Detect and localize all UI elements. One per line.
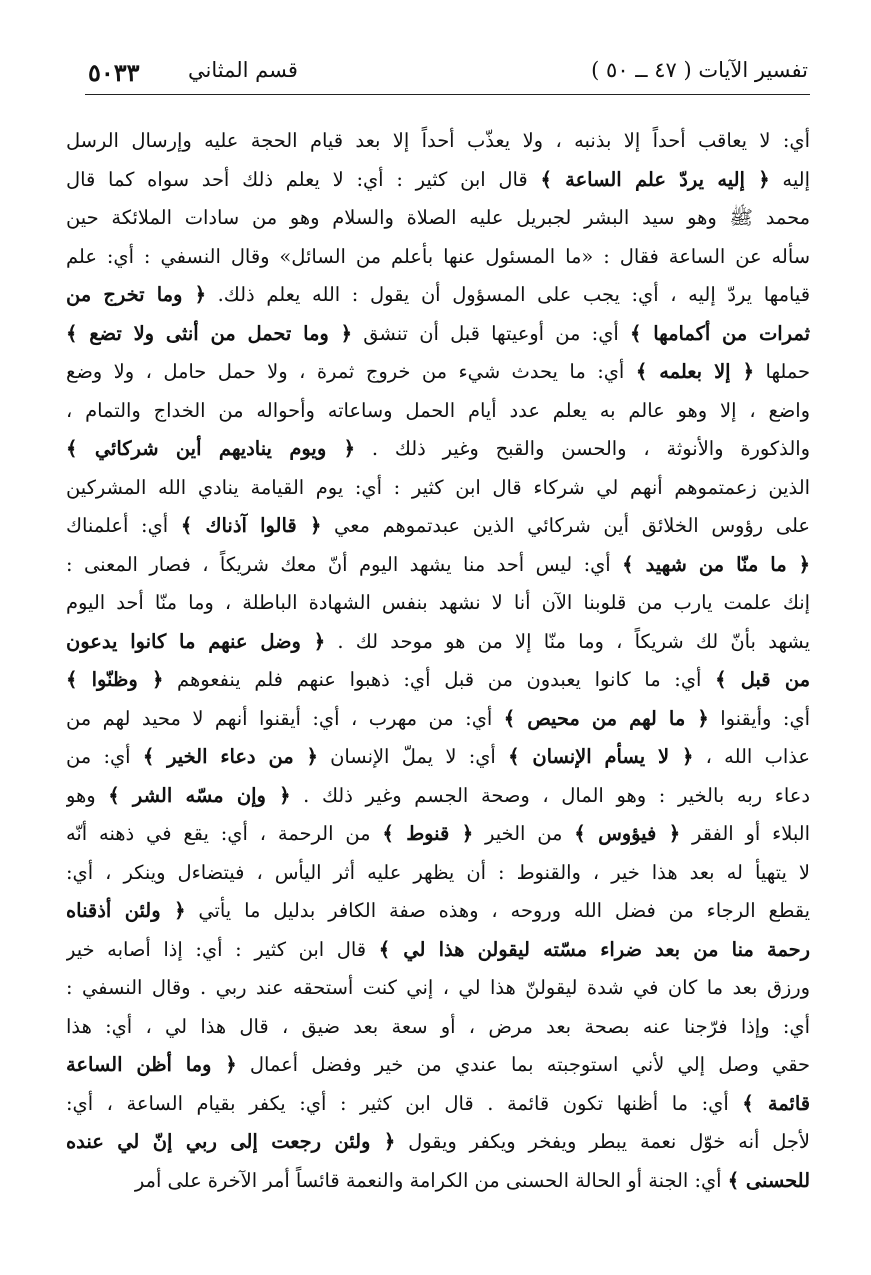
quran-verse: ﴿ ما لهم من محيص ﴾ [503,706,709,730]
text-line [66,1046,810,1085]
commentary-text: وهو [66,783,109,807]
text-line [66,430,810,469]
commentary-text: حقي وصل إلي لأني استوجبته بما عندي من خير وفضل أعمال [236,1053,810,1076]
commentary-text: البلاء أو الفقر [680,822,810,845]
quran-verse: ﴿ وما تحمل من أنثى ولا تضع ﴾ [66,321,352,345]
body-text [66,122,810,1200]
commentary-text: إليه [769,167,810,191]
commentary-text: أي: من [66,745,143,768]
text-line [66,161,810,200]
quran-verse: ﴿ فيؤوس ﴾ [574,822,681,845]
header-rule [85,94,810,95]
commentary-text: على رؤوس الخلائق أين شركائي الذين عبدتموهم معي [321,514,810,537]
text-line [66,661,810,700]
text-line [66,507,810,546]
quran-verse: من قبل ﴾ [715,668,810,691]
commentary-text: لأجل أنه خوّل نعمة يبطر ويفخر ويكفر ويقول [395,1130,810,1153]
quran-verse: للحسنى ﴾ [727,1168,810,1192]
quran-verse: ﴿ ولئن أذقناه [66,899,186,922]
commentary-text: قال ابن كثير : أي: إذا أصابه خير [66,937,379,961]
commentary-text: قيامها يردّ إليه ، أي: يجب على المسؤول أن يقول : الله يعلم ذلك. [206,283,810,306]
commentary-text: أي: ما كانوا يعبدون من قبل أي: ذهبوا عنهم فلم ينفعوهم [163,668,716,691]
quran-verse: ﴿ وما أظن الساعة [66,1053,237,1076]
text-line [66,469,810,508]
text-line [66,854,810,893]
commentary-text: يشهد بأنّ لك شريكاً ، وما منّا إلا من هو موحد لك . [325,629,810,653]
commentary-text: يقطع الرجاء من فضل الله وروحه ، وهذه صفة الكافر بدليل ما يأتي [185,899,810,922]
quran-verse: ﴿ ما منّا من شهيد ﴾ [622,552,810,576]
commentary-text: قال ابن كثير : أي: لا يعلم ذلك أحد سواه كما قال [66,167,541,191]
quran-verse: ﴿ وظنّوا ﴾ [66,668,164,691]
quran-verse: ﴿ وإن مسّه الشر ﴾ [108,783,291,807]
commentary-text: أي: الجنة أو الحالة الحسنى من الكرامة والنعمة قائساً أمر الآخرة على أمر [134,1168,728,1192]
commentary-text: أي: ما يحدث شيء من خروج ثمرة ، ولا حمل حامل ، ولا وضع [66,360,636,383]
commentary-text: أي: ليس أحد منا يشهد اليوم أنّ معك شريكاً ، فصار المعنى : [66,552,623,576]
quran-verse: رحمة منا من بعد ضراء مسّته ليقولن هذا لي ﴾ [378,937,810,961]
commentary-text: والذكورة والأنوثة ، والحسن والقبح وغير ذلك . [355,437,810,460]
text-line [66,1008,810,1047]
text-line [66,1162,810,1201]
text-line [66,276,810,315]
text-line [66,700,810,739]
text-line [66,238,810,277]
page-number: ٥٠٣٣ [88,58,140,87]
text-line [66,815,810,854]
text-line [66,315,810,354]
quran-verse: ﴿ من دعاء الخير ﴾ [142,745,318,768]
quran-verse: قائمة ﴾ [742,1091,810,1115]
commentary-text: سأله عن الساعة فقال : «ما المسئول عنها بأعلم من السائل» وقال النسفي : أي: علم [66,244,810,268]
chapter-title: تفسير الآيات ( ٤٧ ــ ٥٠ ) [591,58,808,82]
commentary-text: أي: من مهرب ، أي: أيقنوا أنهم لا محيد لهم من [66,706,504,730]
quran-verse: ﴿ إلا بعلمه ﴾ [635,360,755,383]
commentary-text: أي: ما أظنها تكون قائمة . قال ابن كثير : أي: يكفر بقيام الساعة ، أي: [66,1091,743,1115]
quran-verse: ﴿ وما تخرج من [66,283,206,306]
commentary-text: من الخير [473,822,575,845]
commentary-text: محمد ﷺ وهو سيد البشر لجبريل عليه الصلاة والسلام وهو من سادات الملائكة حين [66,206,810,229]
commentary-text: دعاء ربه بالخير : وهو المال ، وصحة الجسم وغير ذلك . [290,783,810,807]
text-line [66,738,810,777]
quran-verse: ﴿ إليه يردّ علم الساعة ﴾ [540,167,770,191]
quran-verse: ثمرات من أكمامها ﴾ [630,321,810,345]
text-line [66,199,810,238]
text-line [66,969,810,1008]
text-line [66,584,810,623]
text-line [66,892,810,931]
commentary-text: ورزق بعد ما كان في شدة ليقولنّ هذا لي ، إني كنت أستحقه عند ربي . وقال النسفي : [66,976,810,999]
text-line [66,931,810,970]
running-header [88,52,808,92]
quran-verse: ﴿ قالوا آذناك ﴾ [180,514,322,537]
quran-verse: ﴿ وضل عنهم ما كانوا يدعون [66,629,326,653]
commentary-text: أي: وإذا فرّجنا عنه بصحة بعد مرض ، أو سعة بعد ضيق ، قال هذا لي ، أي: هذا [66,1014,810,1038]
commentary-text: أي: لا يملّ الإنسان [317,745,509,768]
section-name: قسم المثاني [188,58,298,82]
text-line [66,777,810,816]
commentary-text: الذين زعمتموهم أنهم لي شركاء قال ابن كثير : أي: يوم القيامة ينادي الله المشركين [66,475,810,499]
text-line [66,1123,810,1162]
quran-verse: ﴿ قنوط ﴾ [382,822,474,845]
commentary-text: أي: لا يعاقب أحداً إلا بذنبه ، ولا يعذّب أحداً إلا بعد قيام الحجة عليه وإرسال الرسل [66,129,810,152]
text-line [66,623,810,662]
commentary-text: عذاب الله ، [693,745,810,768]
commentary-text: من الرحمة ، أي: يقع في ذهنه أنّه [66,822,383,845]
commentary-text: لا يتهيأ له بعد هذا خير ، والقنوط : أن يظهر عليه أثر اليأس ، فيتضاءل وينكر ، أي: [66,860,810,884]
text-line [66,392,810,431]
quran-verse: ﴿ لا يسأم الإنسان ﴾ [508,745,694,768]
text-line [66,1085,810,1124]
commentary-text: أي: أعلمناك [66,514,181,537]
commentary-text: واضع ، إلا وهو عالم به يعلم عدد أيام الحمل وساعاته وأحواله من الخداج والتمام ، [66,398,810,422]
commentary-text: أي: وأيقنوا [708,706,810,730]
commentary-text: إنك علمت يارب من قلوبنا الآن أنا لا نشهد بنفس الشهادة الباطلة ، وما منّا أحد اليوم [66,591,810,614]
quran-verse: ﴿ ويوم يناديهم أين شركائي ﴾ [66,437,355,460]
commentary-text: حملها [754,360,810,383]
commentary-text: أي: من أوعيتها قبل أن تنشق [351,321,631,345]
quran-verse: ﴿ ولئن رجعت إلى ربي إنّ لي عنده [66,1130,396,1153]
text-line [66,546,810,585]
text-line [66,353,810,392]
text-line [66,122,810,161]
